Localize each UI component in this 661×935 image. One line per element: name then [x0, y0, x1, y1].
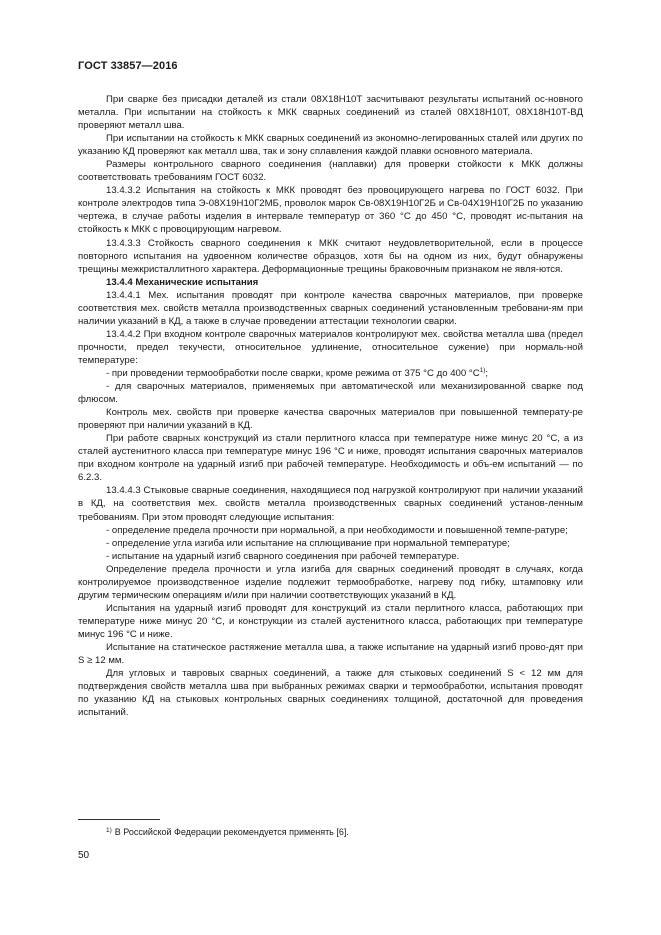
footnote-text: В Российской Федерации рекомендуется применять [6].	[114, 827, 349, 837]
paragraph: При работе сварных конструкций из стали перлитного класса при температуре ниже минус 20 °С, а из сталей аустенитного класса при температуре минус 196 °С и ниже, проводят испытания сварочных материалов при входном контроле на ударный изгиб при рабочей температуре. Необходимость и объ-ем испытаний — по 6.2.3.	[78, 433, 583, 484]
paragraph: Контроль мех. свойств при проверке качества сварочных материалов при повышенной температу-ре проверяют при наличии указаний в КД.	[78, 407, 583, 432]
footnote-marker: 1)	[106, 827, 112, 834]
list-item: - определение предела прочности при нормальной, а при необходимости и повышенной темпе-ратуре;	[106, 524, 568, 536]
paragraph: При сварке без присадки деталей из стали 08Х18Н10Т засчитывают результаты испытаний ос-новного металла. При испытании на стойкость к МКК сварных соединений из сталей 08Х18Н10Т, 08Х18Н10Т-ВД проверяют металл шва.	[78, 94, 583, 132]
footnote-divider	[78, 819, 160, 820]
paragraph: 13.4.4.2 При входном контроле сварочных материалов контролируют мех. свойства металла шва (предел прочности, предел текучести, относительное удлинение, относительное сужение) при нормаль-ной температуре:	[78, 328, 583, 366]
paragraph: 13.4.3.3 Стойкость сварного соединения к МКК считают неудовлетворительной, если в процессе повторного испытания на удвоенном количестве образцов, хотя бы на одном из них, будут обнаружены трещины межкристаллитного характера. Деформационные трещины браковочным признаком не явля-ются.	[78, 237, 583, 275]
paragraph: При испытании на стойкость к МКК сварных соединений из экономно-легированных сталей или других по указанию КД проверяют как металл шва, так и зону сплавления каждой плавки основного материала.	[78, 133, 583, 158]
paragraph: Испытания на ударный изгиб проводят для конструкций из стали перлитного класса, работающих при температуре ниже минус 20 °С, и конструкции из сталей аустенитного класса, работающих при температуре минус 196 °С и ниже.	[78, 602, 583, 640]
paragraph: Размеры контрольного сварного соединения (наплавки) для проверки стойкости к МКК должны соответствовать требованиям ГОСТ 6032.	[78, 159, 583, 184]
paragraph: 13.4.3.2 Испытания на стойкость к МКК проводят без провоцирующего нагрева по ГОСТ 6032. При контроле электродов типа Э-08Х19Н10Г2МБ, проволок марок Св-08Х19Н10Г2Б и Св-04Х19Н10Г2Б по указанию чертежа, в случае работы изделия в интервале температур от 360 °С до 450 °С, проводят ис-пытания на стойкость к МКК с провоцирующим нагревом.	[78, 185, 583, 236]
list-item-text: - при проведении термообработки после сварки, кроме режима от 375 °С до 400 °С	[106, 367, 480, 379]
paragraph: 13.4.4.1 Мех. испытания проводят при контроле качества сварочных материалов, при проверке соответствия мех. свойств металла производственных сварных соединений установленным требовани-ям при наличии указаний в КД, а также в случае проведении аттестации технологии сварки.	[78, 289, 583, 327]
footnote	[106, 826, 349, 838]
list-item: - испытание на ударный изгиб сварного соединения при рабочей температуре.	[106, 550, 460, 562]
paragraph: Для угловых и тавровых сварных соединений, а также для стыковых соединений S < 12 мм для подтверждения свойств металла шва при выбранных режимах сварки и термообработки, испытания проводят по указанию КД на стыковых контрольных сварных соединениях толщиной, достаточной для проведения испытаний.	[78, 668, 583, 719]
paragraph: Испытание на статическое растяжение металла шва, а также испытание на ударный изгиб прово-дят при S ≥ 12 мм.	[78, 641, 583, 667]
list-item	[78, 367, 583, 380]
paragraph: Определение предела прочности и угла изгиба для сварных соединений проводят в случаях, когда контролируемое производственное изделие подлежит термообработке, нагреву под гибку, штамповку или другим термическим операциям и/или при наличии соответствующих указаний в КД.	[78, 563, 583, 601]
list-item: - определение угла изгиба или испытание на сплющивание при нормальной температуре;	[106, 537, 510, 549]
document-body	[78, 93, 583, 719]
section-heading: 13.4.4 Механические испытания	[106, 276, 259, 288]
footnote-ref: 1)	[479, 366, 486, 374]
list-item: - для сварочных материалов, применяемых при автоматической или механизированной сварке под флюсом.	[78, 381, 583, 406]
list-item-tail: ;	[485, 367, 489, 379]
page-number: 50	[78, 850, 90, 861]
paragraph: 13.4.4.3 Стыковые сварные соединения, находящиеся под нагрузкой контролируют при наличии указаний в КД, на соответствия мех. свойств металла производственных сварных соединений установ-ленным требованиям. При этом проводят следующие испытания:	[78, 485, 583, 523]
document-header: ГОСТ 33857—2016	[78, 60, 178, 72]
